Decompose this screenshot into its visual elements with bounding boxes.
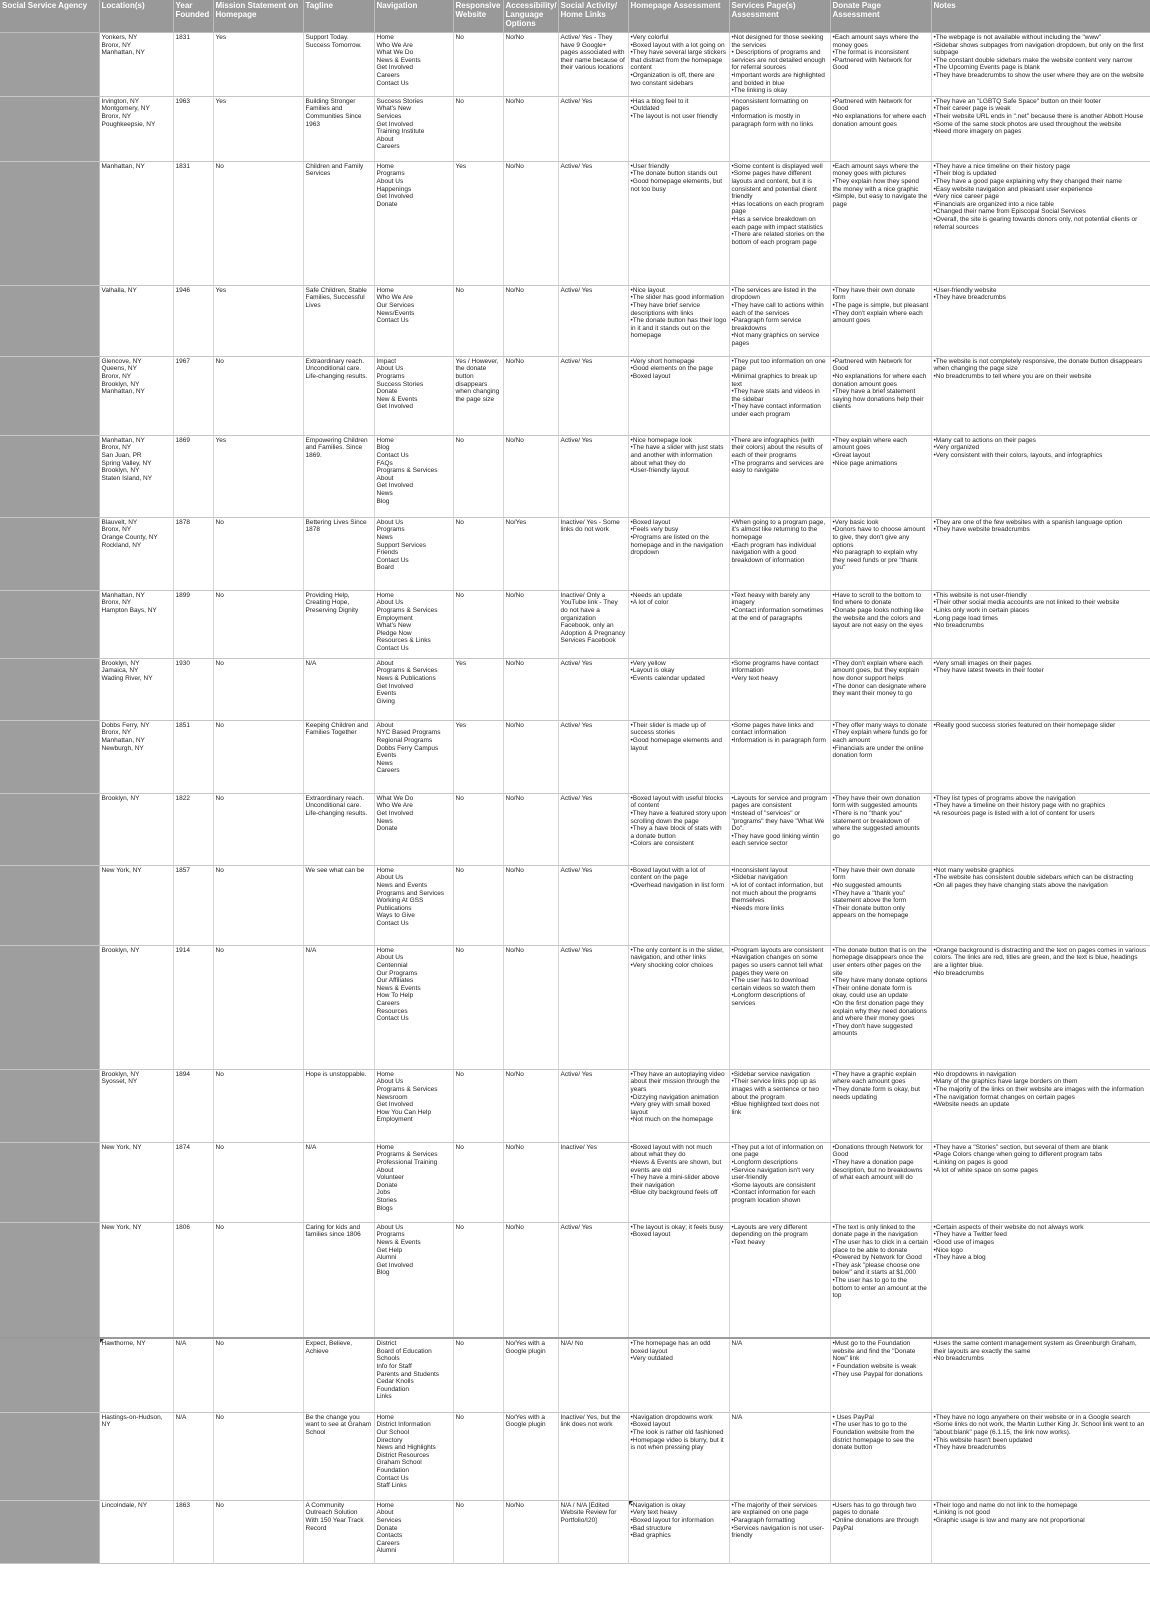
cell-locations[interactable]: Hastings-on-Hudson, NY bbox=[99, 1412, 173, 1500]
cell-locations[interactable]: Yonkers, NY Bronx, NY Manhattan, NY bbox=[99, 33, 173, 97]
cell-agency[interactable] bbox=[0, 865, 99, 945]
table-row bbox=[0, 96, 1150, 161]
cell-services-assessment[interactable]: •Some pages have links and contact information •Information is in paragraph form bbox=[729, 720, 830, 793]
cell-social-activity[interactable]: Active/ Yes bbox=[558, 1069, 628, 1142]
cell-accessibility-language[interactable]: No/No bbox=[503, 435, 558, 517]
cell-accessibility-language[interactable]: No/No bbox=[503, 1222, 558, 1338]
cell-homepage-assessment[interactable]: •They have an autoplaying video about their mission through the years •Dizzying navigation animation •Very grey with small boxed layout •Not much on the homepage bbox=[628, 1069, 729, 1142]
cell-services-assessment[interactable]: •Some programs have contact information •Very text heavy bbox=[729, 658, 830, 720]
cell-tagline[interactable]: Be the change you want to see at Graham School bbox=[303, 1412, 374, 1500]
cell-notes[interactable]: •Uses the same content management system as Greenburgh Graham, their layouts are exactly the same •No breadcrumbs bbox=[931, 1338, 1150, 1412]
cell-mission-statement[interactable]: No bbox=[213, 865, 303, 945]
cell-social-activity[interactable]: Active/ Yes bbox=[558, 658, 628, 720]
cell-notes[interactable]: •They have a "Stories" section, but several of them are blank •Page Colors change when going to different program tabs •Linking on pages is good •A lot of white space on some pages bbox=[931, 1142, 1150, 1222]
cell-donate-assessment[interactable]: •They have their own donate form •The page is simple, but pleasant •They don't explain where each amount goes bbox=[830, 285, 931, 356]
cell-locations[interactable]: Hawthorne, NY bbox=[99, 1338, 173, 1412]
cell-homepage-assessment[interactable]: •Boxed layout with not much about what they do •News & Events are shown, but events are old •They have a mini-slider above their navigation •Blue city background feels off bbox=[628, 1142, 729, 1222]
column-header-social-activity[interactable]: Social Activity/ Home Links bbox=[558, 0, 628, 33]
cell-navigation[interactable]: Home Who We Are Our Services News/Events Contact Us bbox=[374, 285, 453, 356]
table-row bbox=[0, 1412, 1150, 1500]
cell-donate-assessment[interactable]: •They offer many ways to donate •They explain where funds go for each amount •Financials are under the online donation form bbox=[830, 720, 931, 793]
cell-locations[interactable]: New York, NY bbox=[99, 1142, 173, 1222]
cell-accessibility-language[interactable]: No/No bbox=[503, 1069, 558, 1142]
cell-accessibility-language[interactable]: No/No bbox=[503, 1500, 558, 1563]
cell-homepage-assessment[interactable]: •Boxed layout with useful blocks of content •They have a featured story upon scrolling down the page •They a have block of stats with a donate button •Colors are consistent bbox=[628, 793, 729, 865]
cell-locations[interactable]: Manhattan, NY Bronx, NY San Juan, PR Spring Valley, NY Brooklyn, NY Staten Island, NY bbox=[99, 435, 173, 517]
cell-year-founded[interactable]: 1851 bbox=[173, 720, 213, 793]
cell-mission-statement[interactable]: No bbox=[213, 1500, 303, 1563]
table-row bbox=[0, 356, 1150, 435]
cell-mission-statement[interactable]: No bbox=[213, 161, 303, 285]
sheet-body bbox=[0, 33, 1150, 1564]
cell-social-activity[interactable]: Active/ Yes bbox=[558, 793, 628, 865]
table-row bbox=[0, 285, 1150, 356]
cell-year-founded[interactable]: 1806 bbox=[173, 1222, 213, 1338]
cell-services-assessment[interactable]: •Text heavy with barely any imagery •Contact information sometimes at the end of paragraphs bbox=[729, 590, 830, 658]
cell-notes[interactable]: •This website is not user-friendly •Their other social media accounts are not linked to their website •Links only work in certain places •Long page load times •No breadcrumbs bbox=[931, 590, 1150, 658]
cell-mission-statement[interactable]: Yes bbox=[213, 96, 303, 161]
header-row bbox=[0, 0, 1150, 33]
column-header-year-founded[interactable]: Year Founded bbox=[173, 0, 213, 33]
cell-agency[interactable] bbox=[0, 1069, 99, 1142]
cell-year-founded[interactable]: 1874 bbox=[173, 1142, 213, 1222]
cell-agency[interactable] bbox=[0, 435, 99, 517]
cell-notes[interactable]: •The website is not completely responsive, the donate button disappears when changing the page size •No breadcrumbs to tell where you are on their website bbox=[931, 356, 1150, 435]
table-row bbox=[0, 1069, 1150, 1142]
cell-year-founded[interactable]: 1930 bbox=[173, 658, 213, 720]
cell-mission-statement[interactable]: No bbox=[213, 658, 303, 720]
cell-donate-assessment[interactable]: •Each amount says where the money goes with pictures •They explain how they spend the money with a nice graphic •Simple, but easy to navigate the page bbox=[830, 161, 931, 285]
cell-notes[interactable]: •They list types of programs above the navigation •They have a timeline on their history page with no graphics •A resources page is listed with a lot of content for users bbox=[931, 793, 1150, 865]
cell-accessibility-language[interactable]: No/No bbox=[503, 793, 558, 865]
cell-services-assessment[interactable]: •Layouts for service and program pages are consistent •Instead of "services" or "programs" they have "What We Do". •They have good linking wintin each service sector bbox=[729, 793, 830, 865]
cell-agency[interactable] bbox=[0, 1338, 99, 1412]
cell-tagline[interactable]: Hope is unstoppable. bbox=[303, 1069, 374, 1142]
cell-mission-statement[interactable]: Yes bbox=[213, 33, 303, 97]
cell-homepage-assessment[interactable]: •The homepage has an odd boxed layout •Very outdated bbox=[628, 1338, 729, 1412]
cell-social-activity[interactable]: Inactive/ Yes bbox=[558, 1142, 628, 1222]
table-row bbox=[0, 865, 1150, 945]
cell-homepage-assessment[interactable]: •Boxed layout •Feels very busy •Programs are listed on the homepage and in the navigation dropdown bbox=[628, 517, 729, 590]
cell-navigation[interactable]: Home Blog Contact Us FAQs Programs & Services About Get Involved News Blog bbox=[374, 435, 453, 517]
cell-navigation[interactable]: Home About Us Programs & Services Employment What's New Pledge Now Resources & Links Contact Us bbox=[374, 590, 453, 658]
cell-donate-assessment[interactable]: •They explain where each amount goes •Great layout •Nice page animations bbox=[830, 435, 931, 517]
cell-agency[interactable] bbox=[0, 658, 99, 720]
cell-notes[interactable]: •They have an "LGBTQ Safe Space" button on their footer •Their career page is weak •Their website URL ends in ".net" because there is another Abbott House •Some of the same stock photos are used throughout the website •Need more imagery on pages bbox=[931, 96, 1150, 161]
cell-locations[interactable]: Brooklyn, NY Syosset, NY bbox=[99, 1069, 173, 1142]
cell-navigation[interactable]: Home About Services Donate Contacts Careers Alumni bbox=[374, 1500, 453, 1563]
cell-accessibility-language[interactable]: No/No bbox=[503, 33, 558, 97]
cell-donate-assessment[interactable]: •Have to scroll to the bottom to find where to donate •Donate page looks nothing like the website and the colors and layout are not easy on the eyes bbox=[830, 590, 931, 658]
cell-homepage-assessment[interactable]: •Has a blog feel to it •Outdated •The layout is not user friendly bbox=[628, 96, 729, 161]
cell-year-founded[interactable]: 1831 bbox=[173, 33, 213, 97]
cell-locations[interactable]: Brooklyn, NY Jamaica, NY Wading River, NY bbox=[99, 658, 173, 720]
column-header-tagline[interactable]: Tagline bbox=[303, 0, 374, 33]
cell-agency[interactable] bbox=[0, 590, 99, 658]
cell-social-activity[interactable]: Active/ Yes - They have 9 Google+ pages associated with their name because of their various locations bbox=[558, 33, 628, 97]
cell-donate-assessment[interactable]: •Users has to go through two pages to donate •Online donations are through PayPal bbox=[830, 1500, 931, 1563]
cell-accessibility-language[interactable]: No/No bbox=[503, 1142, 558, 1222]
cell-responsive-website[interactable]: No bbox=[453, 865, 503, 945]
cell-notes[interactable]: •User-friendly website •They have breadcrumbs bbox=[931, 285, 1150, 356]
column-header-homepage-assessment[interactable]: Homepage Assessment bbox=[628, 0, 729, 33]
cell-responsive-website[interactable]: No bbox=[453, 96, 503, 161]
cell-year-founded[interactable]: N/A bbox=[173, 1338, 213, 1412]
cell-mission-statement[interactable]: No bbox=[213, 517, 303, 590]
cell-navigation[interactable]: Home Who We Are What We Do News & Events Get Involved Careers Contact Us bbox=[374, 33, 453, 97]
table-row bbox=[0, 1222, 1150, 1338]
table-row bbox=[0, 1500, 1150, 1563]
cell-year-founded[interactable]: 1831 bbox=[173, 161, 213, 285]
table-row bbox=[0, 33, 1150, 97]
cell-locations[interactable]: Dobbs Ferry, NY Bronx, NY Manhattan, NY Newburgh, NY bbox=[99, 720, 173, 793]
cell-notes[interactable]: •They have a nice timeline on their history page •Their blog is updated •They have a good page explaining why they changed their name •Easy website navigation and pleasant user experience •Very nice career page •Financials are organized into a nice table •Changed their name from Episcopal Social Services •Overall, the site is gearing towards donors only, not potential clients or referral sources bbox=[931, 161, 1150, 285]
cell-donate-assessment[interactable]: •They have a graphic explain where each amount goes •They donate form is okay, but needs updating bbox=[830, 1069, 931, 1142]
column-header-locations[interactable]: Location(s) bbox=[99, 0, 173, 33]
cell-responsive-website[interactable]: No bbox=[453, 1222, 503, 1338]
cell-services-assessment[interactable]: •The majority of their services are explained on one page •Paragraph formatting •Services navigation is not user-friendly bbox=[729, 1500, 830, 1563]
cell-services-assessment[interactable]: •Layouts are very different depending on the program •Text heavy bbox=[729, 1222, 830, 1338]
column-header-accessibility-language[interactable]: Accessibility/ Language Options bbox=[503, 0, 558, 33]
cell-responsive-website[interactable]: No bbox=[453, 1142, 503, 1222]
cell-responsive-website[interactable]: No bbox=[453, 517, 503, 590]
cell-mission-statement[interactable]: No bbox=[213, 1069, 303, 1142]
cell-tagline[interactable]: Children and Family Services bbox=[303, 161, 374, 285]
cell-tagline[interactable]: Extraordinary reach. Unconditional care. Life-changing results. bbox=[303, 356, 374, 435]
cell-services-assessment[interactable]: •Not designed for those seeking the services • Descriptions of programs and services are not detailed enough for referral sources •Important words are highlighted and bolded in blue •The linking is okay bbox=[729, 33, 830, 97]
cell-tagline[interactable]: Caring for kids and families since 1806 bbox=[303, 1222, 374, 1338]
cell-homepage-assessment[interactable]: •Nice layout •The slider has good information •They have brief service descriptions with links •The donate button has their logo in it and it stands out on the homepage bbox=[628, 285, 729, 356]
cell-services-assessment[interactable]: •When going to a program page, it's almost like returning to the homepage •Each program has individual navigation with a good breakdown of information bbox=[729, 517, 830, 590]
cell-notes[interactable]: •Not many website graphics •The website has consistent double sidebars which can be distracting •On all pages they have changing stats above the navigation bbox=[931, 865, 1150, 945]
cell-year-founded[interactable]: 1914 bbox=[173, 945, 213, 1069]
cell-tagline[interactable]: Building Stronger Families and Communities Since 1963 bbox=[303, 96, 374, 161]
cell-donate-assessment[interactable]: •Must go to the Foundation website and find the "Donate Now" link • Foundation website is weak •They use Paypal for donations bbox=[830, 1338, 931, 1412]
cell-tagline[interactable]: Bettering Lives Since 1878 bbox=[303, 517, 374, 590]
cell-notes[interactable]: •Many call to actions on their pages •Very organized •Very consistent with their colors, layouts, and infographics bbox=[931, 435, 1150, 517]
column-header-navigation[interactable]: Navigation bbox=[374, 0, 453, 33]
cell-agency[interactable] bbox=[0, 945, 99, 1069]
cell-agency[interactable] bbox=[0, 1222, 99, 1338]
cell-responsive-website[interactable]: Yes bbox=[453, 161, 503, 285]
cell-services-assessment[interactable]: •Sidebar service navigation •Their service links pop up as images with a sentence or two about the program •Blue highlighted text does not link bbox=[729, 1069, 830, 1142]
cell-accessibility-language[interactable]: No/Yes with a Google plugin bbox=[503, 1412, 558, 1500]
cell-mission-statement[interactable]: No bbox=[213, 793, 303, 865]
cell-social-activity[interactable]: N/A / N/A [Edited Website Review for Portfolio/I20] bbox=[558, 1500, 628, 1563]
table-row bbox=[0, 1142, 1150, 1222]
cell-services-assessment[interactable]: •Inconsistent formatting on pages •Information is mostly in paragraph form with no links bbox=[729, 96, 830, 161]
cell-accessibility-language[interactable]: No/No bbox=[503, 945, 558, 1069]
cell-locations[interactable]: Blauvelt, NY Bronx, NY Orange County, NY Rockland, NY bbox=[99, 517, 173, 590]
cell-accessibility-language[interactable]: No/No bbox=[503, 356, 558, 435]
table-row bbox=[0, 517, 1150, 590]
cell-social-activity[interactable]: Active/ Yes bbox=[558, 161, 628, 285]
table-row bbox=[0, 658, 1150, 720]
cell-year-founded[interactable]: 1946 bbox=[173, 285, 213, 356]
cell-agency[interactable] bbox=[0, 720, 99, 793]
cell-donate-assessment[interactable]: •They don't explain where each amount goes, but they explain how donor support helps •The donor can designate where they want their money to go bbox=[830, 658, 931, 720]
cell-mission-statement[interactable]: Yes bbox=[213, 285, 303, 356]
cell-notes[interactable]: •Very small images on their pages •They have latest tweets in their footer bbox=[931, 658, 1150, 720]
cell-agency[interactable] bbox=[0, 285, 99, 356]
column-header-donate-assessment[interactable]: Donate Page Assessment bbox=[830, 0, 931, 33]
cell-social-activity[interactable]: Active/ Yes bbox=[558, 96, 628, 161]
cell-social-activity[interactable]: Active/ Yes bbox=[558, 945, 628, 1069]
cell-donate-assessment[interactable]: •They have their own donate form •No suggested amounts •They have a "thank you" statement above the form •Their donate button only appears on the homepage bbox=[830, 865, 931, 945]
cell-notes[interactable]: •Their logo and name do not link to the homepage •Linking is not good •Graphic usage is low and many are not proportional bbox=[931, 1500, 1150, 1563]
cell-accessibility-language[interactable]: No/No bbox=[503, 96, 558, 161]
cell-mission-statement[interactable]: No bbox=[213, 1338, 303, 1412]
cell-mission-statement[interactable]: No bbox=[213, 1142, 303, 1222]
cell-year-founded[interactable]: N/A bbox=[173, 1412, 213, 1500]
cell-agency[interactable] bbox=[0, 1142, 99, 1222]
column-header-services-assessment[interactable]: Services Page(s) Assessment bbox=[729, 0, 830, 33]
cell-homepage-assessment[interactable]: •Navigation is okay •Very text heavy •Boxed layout for information •Bad structure •Bad graphics bbox=[628, 1500, 729, 1563]
cell-notes[interactable]: •They have no logo anywhere on their website or in a Google search •Some links do not work, the Martin Luther King Jr. School link went to an "about:blank" page (6.1.15, the link now works). •This website hasn't been updated •They have breadcrumbs bbox=[931, 1412, 1150, 1500]
cell-services-assessment[interactable]: •The services are listed in the dropdown •They have call to actions within each of the services •Paragraph form service breakdowns •Not many graphics on service pages bbox=[729, 285, 830, 356]
cell-donate-assessment[interactable]: •Partnered with Network for Good •No explanations for where each donation amount goes •They have a brief statement saying how donations help their clients bbox=[830, 356, 931, 435]
cell-services-assessment[interactable]: •Inconsistent layout •Sidebar navigation •A lot of contact information, but not much about the programs themselves •Needs more links bbox=[729, 865, 830, 945]
cell-homepage-assessment[interactable]: •Nice homepage look •The have a slider with just stats and another with information about what they do •User-friendly layout bbox=[628, 435, 729, 517]
cell-mission-statement[interactable]: Yes bbox=[213, 435, 303, 517]
cell-donate-assessment[interactable]: •Partnered with Network for Good •No explanations for where each donation amount goes bbox=[830, 96, 931, 161]
cell-responsive-website[interactable]: No bbox=[453, 33, 503, 97]
cell-accessibility-language[interactable]: No/No bbox=[503, 285, 558, 356]
cell-services-assessment[interactable]: •They put too information on one page •Minimal graphics to break up text •They have stats and videos in the sidebar •They have contact information under each program bbox=[729, 356, 830, 435]
table-row bbox=[0, 435, 1150, 517]
cell-donate-assessment[interactable]: •The text is only linked to the donate page in the navigation •The user has to click in a certain place to be able to donate •Powered by Network for Good •They ask "please choose one below" and it starts at $1,000 •The user has to go to the bottom to enter an amount at the top bbox=[830, 1222, 931, 1338]
cell-year-founded[interactable]: 1878 bbox=[173, 517, 213, 590]
cell-tagline[interactable]: Providing Help, Creating Hope, Preserving Dignity bbox=[303, 590, 374, 658]
cell-agency[interactable] bbox=[0, 96, 99, 161]
cell-navigation[interactable]: About NYC Based Programs Regional Programs Dobbs Ferry Campus Events News Careers bbox=[374, 720, 453, 793]
cell-social-activity[interactable]: Active/ Yes bbox=[558, 285, 628, 356]
cell-mission-statement[interactable]: No bbox=[213, 590, 303, 658]
cell-year-founded[interactable]: 1899 bbox=[173, 590, 213, 658]
cell-tagline[interactable]: N/A bbox=[303, 945, 374, 1069]
cell-responsive-website[interactable]: No bbox=[453, 1500, 503, 1563]
cell-homepage-assessment[interactable]: •Very short homepage •Good elements on the page •Boxed layout bbox=[628, 356, 729, 435]
cell-responsive-website[interactable]: No bbox=[453, 1338, 503, 1412]
cell-agency[interactable] bbox=[0, 1500, 99, 1563]
cell-navigation[interactable]: About Us Programs News & Events Get Help Alumni Get Involved Blog bbox=[374, 1222, 453, 1338]
cell-social-activity[interactable]: Active/ Yes bbox=[558, 356, 628, 435]
cell-accessibility-language[interactable]: No/No bbox=[503, 720, 558, 793]
cell-responsive-website[interactable]: No bbox=[453, 590, 503, 658]
cell-locations[interactable]: Brooklyn, NY bbox=[99, 793, 173, 865]
cell-social-activity[interactable]: Active/ Yes bbox=[558, 1222, 628, 1338]
table-row bbox=[0, 945, 1150, 1069]
cell-navigation[interactable]: Home Programs About Us Happenings Get Involved Donate bbox=[374, 161, 453, 285]
cell-tagline[interactable]: Expect, Believe, Achieve bbox=[303, 1338, 374, 1412]
cell-tagline[interactable]: N/A bbox=[303, 658, 374, 720]
cell-responsive-website[interactable]: No bbox=[453, 435, 503, 517]
column-header-responsive-website[interactable]: Responsive Website bbox=[453, 0, 503, 33]
cell-notes[interactable]: •They are one of the few websites with a spanish language option •They have website breadcrumbs bbox=[931, 517, 1150, 590]
cell-mission-statement[interactable]: No bbox=[213, 1222, 303, 1338]
cell-locations[interactable]: Brooklyn, NY bbox=[99, 945, 173, 1069]
cell-services-assessment[interactable]: N/A bbox=[729, 1338, 830, 1412]
cell-responsive-website[interactable]: Yes bbox=[453, 720, 503, 793]
cell-year-founded[interactable]: 1869 bbox=[173, 435, 213, 517]
cell-year-founded[interactable]: 1963 bbox=[173, 96, 213, 161]
cell-social-activity[interactable]: Active/ Yes bbox=[558, 865, 628, 945]
cell-notes[interactable]: •Orange background is distracting and the text on pages comes in various colors. The links are red, titles are green, and the text is blue, headings are a lighter blue. •No breadcrumbs bbox=[931, 945, 1150, 1069]
table-row bbox=[0, 793, 1150, 865]
cell-donate-assessment[interactable]: •Each amount says where the money goes •The format is inconsistent •Partnered with Network for Good bbox=[830, 33, 931, 97]
cell-homepage-assessment[interactable]: •User friendly •The donate button stands out •Good homepage elements, but not too busy bbox=[628, 161, 729, 285]
cell-mission-statement[interactable]: No bbox=[213, 945, 303, 1069]
column-header-notes[interactable]: Notes bbox=[931, 0, 1150, 33]
cell-navigation[interactable]: Home About Us Programs & Services Newsroom Get Involved How You Can Help Employment bbox=[374, 1069, 453, 1142]
cell-donate-assessment[interactable]: •Very basic look •Donors have to choose amount to give, they don't give any options •No paragraph to explain why they need funds or pre "thank you" bbox=[830, 517, 931, 590]
cell-homepage-assessment[interactable]: •Navigation dropdowns work •Boxed layout •The look is rather old fashioned •Homepage video is blurry, but it is not when pressing play bbox=[628, 1412, 729, 1500]
cell-homepage-assessment[interactable]: •Very yellow •Layout is okay •Events calendar updated bbox=[628, 658, 729, 720]
cell-social-activity[interactable]: Inactive/ Only a YouTube link - They do not have a organization Facebook, only an Adoption & Pregnancy Services Facebook bbox=[558, 590, 628, 658]
table-row bbox=[0, 161, 1150, 285]
cell-navigation[interactable]: Success Stories What's New Services Get Involved Training Institute About Careers bbox=[374, 96, 453, 161]
cell-navigation[interactable]: Impact About Us Programs Success Stories Donate New & Events Get Involved bbox=[374, 356, 453, 435]
cell-responsive-website[interactable]: No bbox=[453, 1069, 503, 1142]
cell-homepage-assessment[interactable]: •Their slider is made up of success stories •Good homepage elements and layout bbox=[628, 720, 729, 793]
cell-agency[interactable] bbox=[0, 33, 99, 97]
cell-accessibility-language[interactable]: No/No bbox=[503, 865, 558, 945]
cell-locations[interactable]: Manhattan, NY Bronx, NY Hampton Bays, NY bbox=[99, 590, 173, 658]
cell-agency[interactable] bbox=[0, 1412, 99, 1500]
cell-year-founded[interactable]: 1863 bbox=[173, 1500, 213, 1563]
cell-services-assessment[interactable]: •Some content is displayed well •Some pages have different layouts and content, but it is consistent and potential client friendly •Has locations on each program page •Has a service breakdown on each page with impact statistics •There are related stories on the bottom of each program page bbox=[729, 161, 830, 285]
cell-locations[interactable]: Valhalla, NY bbox=[99, 285, 173, 356]
cell-homepage-assessment[interactable]: •Very colorful •Boxed layout with a lot going on •They have several large stickers that distract from the homepage content •Organization is off, there are two constant sidebars bbox=[628, 33, 729, 97]
cell-tagline[interactable]: Extraordinary reach. Unconditional care. Life-changing results. bbox=[303, 793, 374, 865]
cell-social-activity[interactable]: N/A/ No bbox=[558, 1338, 628, 1412]
cell-accessibility-language[interactable]: No/Yes with a Google plugin bbox=[503, 1338, 558, 1412]
cell-homepage-assessment[interactable]: •The layout is okay; it feels busy •Boxed layout bbox=[628, 1222, 729, 1338]
cell-notes[interactable]: •No dropdowns in navigation •Many of the graphics have large borders on them •The majority of the links on their website are images with the information •The navigation format changes on certain pages •Website needs an update bbox=[931, 1069, 1150, 1142]
cell-social-activity[interactable]: Inactive/ Yes - Some links do not work bbox=[558, 517, 628, 590]
cell-accessibility-language[interactable]: No/No bbox=[503, 658, 558, 720]
cell-agency[interactable] bbox=[0, 793, 99, 865]
cell-agency[interactable] bbox=[0, 161, 99, 285]
cell-mission-statement[interactable]: No bbox=[213, 356, 303, 435]
cell-tagline[interactable]: Safe Children, Stable Families, Successful Lives bbox=[303, 285, 374, 356]
cell-homepage-assessment[interactable]: •Needs an update •A lot of color bbox=[628, 590, 729, 658]
cell-locations[interactable]: Glencove, NY Queens, NY Bronx, NY Brooklyn, NY Manhattan, NY bbox=[99, 356, 173, 435]
cell-year-founded[interactable]: 1857 bbox=[173, 865, 213, 945]
cell-services-assessment[interactable]: N/A bbox=[729, 1412, 830, 1500]
column-header-agency[interactable]: Social Service Agency bbox=[0, 0, 99, 33]
cell-year-founded[interactable]: 1894 bbox=[173, 1069, 213, 1142]
table-row bbox=[0, 1338, 1150, 1412]
cell-homepage-assessment[interactable]: •The only content is in the slider, navigation, and other links •Very shocking color choices bbox=[628, 945, 729, 1069]
cell-homepage-assessment[interactable]: •Boxed layout with a lot of content on the page •Overhead navigation in list form bbox=[628, 865, 729, 945]
cell-responsive-website[interactable]: Yes / However, the donate button disappears when changing the page size bbox=[453, 356, 503, 435]
cell-mission-statement[interactable]: No bbox=[213, 1412, 303, 1500]
cell-tagline[interactable]: Keeping Children and Families Together bbox=[303, 720, 374, 793]
cell-agency[interactable] bbox=[0, 517, 99, 590]
cell-navigation[interactable]: What We Do Who We Are Get Involved News Donate bbox=[374, 793, 453, 865]
cell-tagline[interactable]: We see what can be bbox=[303, 865, 374, 945]
cell-year-founded[interactable]: 1967 bbox=[173, 356, 213, 435]
table-row bbox=[0, 590, 1150, 658]
cell-tagline[interactable]: A Community Outreach Solution With 150 Year Track Record bbox=[303, 1500, 374, 1563]
cell-accessibility-language[interactable]: No/No bbox=[503, 161, 558, 285]
cell-accessibility-language[interactable]: No/Yes bbox=[503, 517, 558, 590]
cell-notes[interactable]: •The webpage is not available without including the "www" •Sidebar shows subpages from navigation dropdown, but only on the first subpage •The constant double sidebars make the website content very narrow •The Upcoming Events page is blank •They have breadcrumbs to show the user where they are on the website bbox=[931, 33, 1150, 97]
cell-navigation[interactable]: About Us Programs News Support Services Friends Contact Us Board bbox=[374, 517, 453, 590]
cell-services-assessment[interactable]: •Program layouts are consistent •Navigation changes on some pages so users cannot tell what pages they were on •The user has to download certain videos so watch them •Longform descriptions of services bbox=[729, 945, 830, 1069]
cell-tagline[interactable]: Empowering Children and Families. Since 1869. bbox=[303, 435, 374, 517]
cell-social-activity[interactable]: Active/ Yes bbox=[558, 435, 628, 517]
table-row bbox=[0, 720, 1150, 793]
cell-mission-statement[interactable]: No bbox=[213, 720, 303, 793]
cell-responsive-website[interactable]: Yes bbox=[453, 658, 503, 720]
cell-tagline[interactable]: N/A bbox=[303, 1142, 374, 1222]
cell-services-assessment[interactable]: •They put a lot of information on one page •Longform descriptions •Service navigation isn't very user-friendly •Some layouts are consistent •Contact information for each program location shown bbox=[729, 1142, 830, 1222]
cell-responsive-website[interactable]: No bbox=[453, 1412, 503, 1500]
cell-responsive-website[interactable]: No bbox=[453, 285, 503, 356]
cell-notes[interactable]: •Really good success stories featured on their homepage slider bbox=[931, 720, 1150, 793]
cell-responsive-website[interactable]: No bbox=[453, 793, 503, 865]
cell-accessibility-language[interactable]: No/No bbox=[503, 590, 558, 658]
cell-navigation[interactable]: District Board of Education Schools Info for Staff Parents and Students Cedar Knolls Foundation Links bbox=[374, 1338, 453, 1412]
cell-donate-assessment[interactable]: •They have their own donation form with suggested amounts •There is no "thank you" statement or breakdown of where the suggested amounts go bbox=[830, 793, 931, 865]
cell-navigation[interactable]: Home About Us Centennial Our Programs Our Affiliates News & Events How To Help Careers Resources Contact Us bbox=[374, 945, 453, 1069]
cell-notes[interactable]: •Certain aspects of their website do not always work •They have a Twitter feed •Good use of images •Nice logo •They have a blog bbox=[931, 1222, 1150, 1338]
cell-responsive-website[interactable]: No bbox=[453, 945, 503, 1069]
cell-tagline[interactable]: Support Today. Success Tomorrow. bbox=[303, 33, 374, 97]
cell-social-activity[interactable]: Inactive/ Yes, but the link does not work bbox=[558, 1412, 628, 1500]
cell-locations[interactable]: Manhattan, NY bbox=[99, 161, 173, 285]
cell-navigation[interactable]: About Programs & Services News & Publications Get Involved Events Giving bbox=[374, 658, 453, 720]
cell-donate-assessment[interactable]: •Donations through Network for Good •They have a donation page description, but no breakdowns of what each amount will do bbox=[830, 1142, 931, 1222]
column-header-mission-statement[interactable]: Mission Statement on Homepage bbox=[213, 0, 303, 33]
cell-social-activity[interactable]: Active/ Yes bbox=[558, 720, 628, 793]
cell-navigation[interactable]: Home About Us News and Events Programs and Services Working At GSS Publications Ways to Give Contact Us bbox=[374, 865, 453, 945]
cell-locations[interactable]: Lincolndale, NY bbox=[99, 1500, 173, 1563]
cell-donate-assessment[interactable]: • Uses PayPal •The user has to go to the Foundation website from the district homepage to see the donate button bbox=[830, 1412, 931, 1500]
cell-navigation[interactable]: Home District Information Our School Directory News and Highlights District Resources Graham School Foundation Contact Us Staff Links bbox=[374, 1412, 453, 1500]
cell-services-assessment[interactable]: •There are infographics (with their colors) about the results of each of their programs •The programs and services are easy to navigate bbox=[729, 435, 830, 517]
cell-locations[interactable]: New York, NY bbox=[99, 1222, 173, 1338]
cell-locations[interactable]: New York, NY bbox=[99, 865, 173, 945]
cell-year-founded[interactable]: 1822 bbox=[173, 793, 213, 865]
cell-navigation[interactable]: Home Programs & Services Professional Training About Volunteer Donate Jobs Stories Blogs bbox=[374, 1142, 453, 1222]
cell-agency[interactable] bbox=[0, 356, 99, 435]
cell-locations[interactable]: Irvington, NY Montgomery, NY Bronx, NY Poughkeepsie, NY bbox=[99, 96, 173, 161]
cell-donate-assessment[interactable]: •The donate button that is on the homepage disappears once the user enters other pages on the site •They have many donate options •Their online donate form is okay, could use an update •On the first donation page they explain why they need donations and where their money goes •They don't have suggested amounts bbox=[830, 945, 931, 1069]
